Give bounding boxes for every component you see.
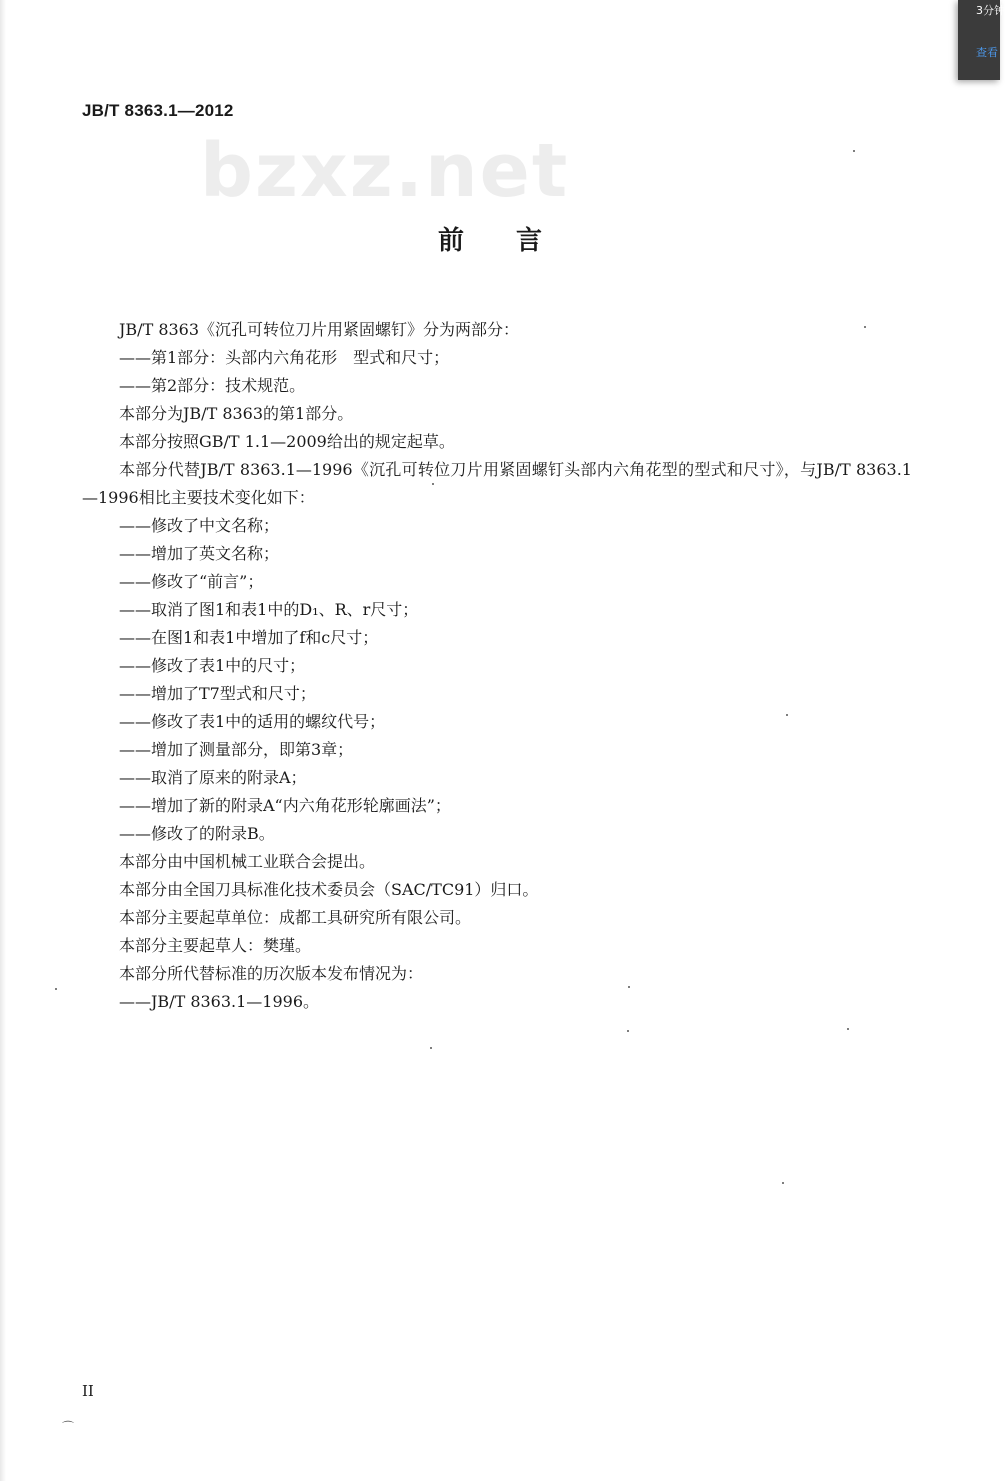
preface-paragraph: ——第2部分：技术规范。 [119, 376, 306, 395]
preface-paragraph: ——增加了测量部分，即第3章； [119, 740, 354, 759]
preface-paragraph: 本部分所代替标准的历次版本发布情况为： [119, 964, 424, 983]
scan-speck [430, 1047, 432, 1049]
preface-paragraph: 本部分主要起草人：樊瑾。 [119, 936, 312, 955]
scan-speck [627, 1030, 629, 1032]
preface-paragraph: 本部分主要起草单位：成都工具研究所有限公司。 [119, 908, 472, 927]
scan-speck [847, 1028, 849, 1030]
watermark: bzxz.net [200, 128, 570, 214]
preface-paragraph: JB/T 8363《沉孔可转位刀片用紧固螺钉》分为两部分： [119, 320, 520, 339]
page-edge-shadow [0, 0, 6, 1481]
scan-speck [432, 483, 434, 485]
preface-paragraph: 本部分代替JB/T 8363.1—1996《沉孔可转位刀片用紧固螺钉头部内六角花型的型式和尺寸》，与JB/T 8363.1—1996相比主要技术变化如下： [82, 460, 912, 507]
page-title: 前言 [438, 226, 595, 256]
notification-view-link[interactable]: 查看 [976, 46, 998, 59]
preface-body [82, 316, 912, 1016]
notification-text: 3分钟 [976, 4, 1005, 17]
preface-paragraph: ——修改了“前言”； [119, 572, 264, 591]
scan-mark: ⌒ [62, 1420, 75, 1434]
preface-paragraph: ——在图1和表1中增加了f和c尺寸； [119, 628, 379, 647]
preface-paragraph: ——修改了表1中的适用的螺纹代号； [119, 712, 386, 731]
preface-paragraph: ——修改了表1中的尺寸； [119, 656, 306, 675]
preface-paragraph: 本部分由中国机械工业联合会提出。 [119, 852, 376, 871]
preface-paragraph: ——取消了原来的附录A； [119, 768, 307, 787]
preface-paragraph: ——增加了T7型式和尺寸； [119, 684, 316, 703]
preface-paragraph: ——修改了中文名称； [119, 516, 280, 535]
preface-paragraph: 本部分为JB/T 8363的第1部分。 [119, 404, 354, 423]
notification-popup[interactable] [958, 0, 1005, 80]
preface-paragraph: ——取消了图1和表1中的D₁、R、r尺寸； [119, 600, 419, 619]
preface-paragraph: ——修改了的附录B。 [119, 824, 275, 843]
scan-speck [864, 326, 866, 328]
preface-paragraph: ——JB/T 8363.1—1996。 [119, 992, 320, 1011]
preface-paragraph: 本部分由全国刀具标准化技术委员会（SAC/TC91）归口。 [119, 880, 539, 899]
scan-speck [786, 714, 788, 716]
scan-speck [853, 150, 855, 152]
scan-speck [628, 986, 630, 988]
preface-paragraph: ——增加了英文名称； [119, 544, 280, 563]
scan-speck [782, 1182, 784, 1184]
scan-speck [55, 988, 57, 990]
preface-paragraph: ——第1部分：头部内六角花形 型式和尺寸； [119, 348, 450, 367]
page-number: II [82, 1382, 94, 1400]
standard-number: JB/T 8363.1—2012 [82, 101, 234, 120]
preface-paragraph: 本部分按照GB/T 1.1—2009给出的规定起草。 [119, 432, 455, 451]
preface-paragraph: ——增加了新的附录A“内六角花形轮廓画法”； [119, 796, 451, 815]
